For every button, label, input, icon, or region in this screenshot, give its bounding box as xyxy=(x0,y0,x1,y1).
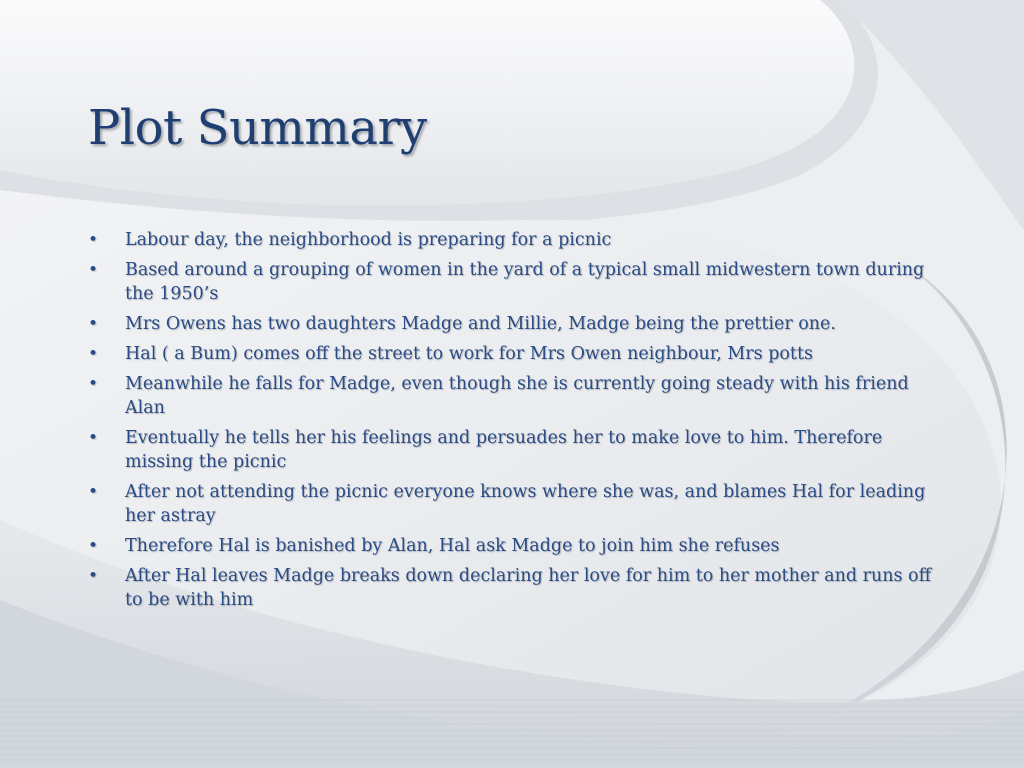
bullet-dot-icon: • xyxy=(88,428,99,448)
bullet-dot-icon: • xyxy=(88,482,99,502)
bullet-text: After not attending the picnic everyone knows where she was, and blames Hal for leading her astray xyxy=(125,482,926,526)
bullet-dot-icon: • xyxy=(88,260,99,280)
bullet-text: Eventually he tells her his feelings and persuades her to make love to him. Therefore missing the picnic xyxy=(125,428,883,472)
bullet-dot-icon: • xyxy=(88,314,99,334)
bullet-text: After Hal leaves Madge breaks down declaring her love for him to her mother and runs off to be with him xyxy=(125,566,932,610)
bullet-item xyxy=(88,372,938,420)
bullet-dot-icon: • xyxy=(88,230,99,250)
bullet-text: Therefore Hal is banished by Alan, Hal ask Madge to join him she refuses xyxy=(125,536,780,556)
bullet-item xyxy=(88,564,938,612)
bullet-text: Hal ( a Bum) comes off the street to work for Mrs Owen neighbour, Mrs potts xyxy=(125,344,813,364)
bullet-text: Mrs Owens has two daughters Madge and Millie, Madge being the prettier one. xyxy=(125,314,836,334)
bullet-item xyxy=(88,342,938,366)
bullet-item xyxy=(88,480,938,528)
bullet-item xyxy=(88,228,938,252)
bullet-item xyxy=(88,534,938,558)
bullet-text: Labour day, the neighborhood is preparing for a picnic xyxy=(125,230,612,250)
bullet-item xyxy=(88,426,938,474)
bullet-dot-icon: • xyxy=(88,566,99,586)
bullet-dot-icon: • xyxy=(88,374,99,394)
slide-title: Plot Summary xyxy=(88,100,427,156)
bullet-text: Meanwhile he falls for Madge, even though she is currently going steady with his friend Alan xyxy=(125,374,909,418)
bullet-text: Based around a grouping of women in the yard of a typical small midwestern town during the 1950’s xyxy=(125,260,925,304)
bullet-dot-icon: • xyxy=(88,536,99,556)
bullet-item xyxy=(88,258,938,306)
bullet-item xyxy=(88,312,938,336)
bullet-list xyxy=(88,228,938,618)
bullet-dot-icon: • xyxy=(88,344,99,364)
